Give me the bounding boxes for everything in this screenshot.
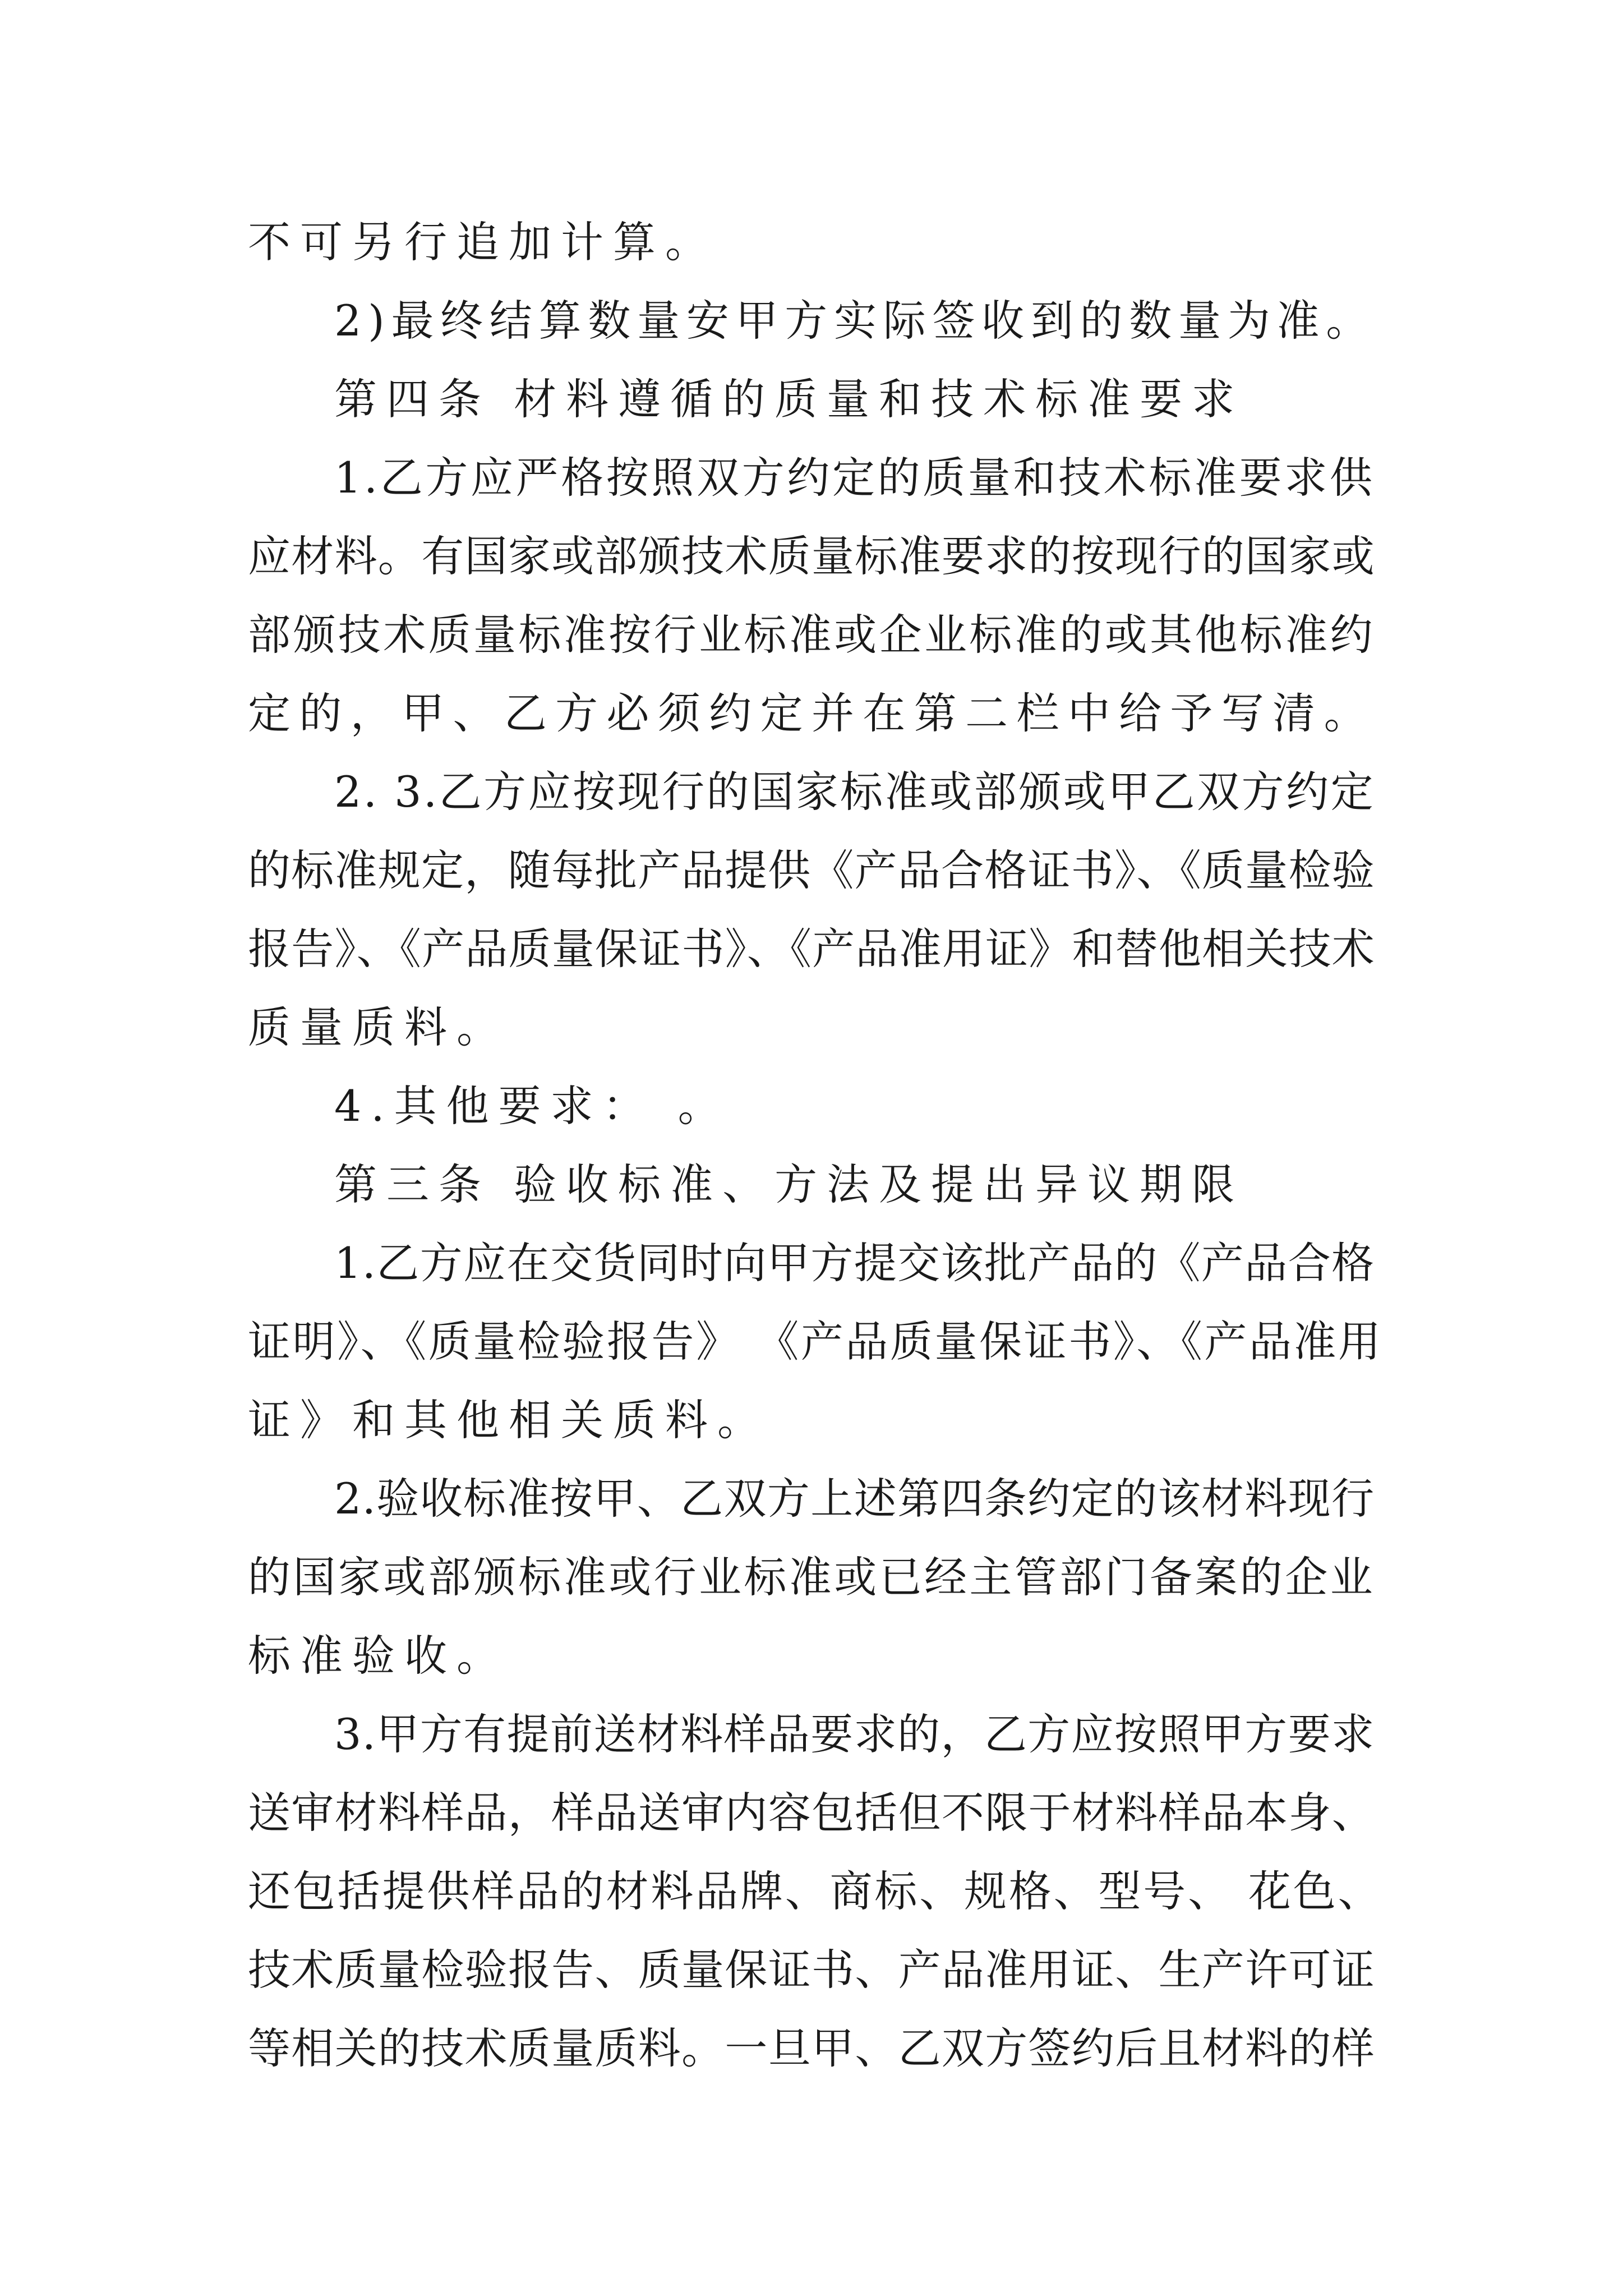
text-line: 还包括提供样品的材料品牌、商标、规格、型号、 花色、: [248, 1866, 1383, 1916]
text-line: 1.乙方应严格按照双方约定的质量和技术标准要求供: [334, 453, 1375, 503]
text-line: 质量质料。: [248, 1002, 509, 1052]
text-line: 的标准规定，随每批产品提供《产品合格证书》、《质量检验: [248, 845, 1375, 895]
text-line: 等相关的技术质量质料。一旦甲、乙双方签约后且材料的样: [248, 2023, 1375, 2073]
text-line: 4.其他要求： 。: [334, 1081, 730, 1131]
text-line: 的国家或部颁标准或行业标准或已经主管部门备案的企业: [248, 1552, 1375, 1602]
section-heading: 第三条 验收标准、方法及提出异议期限: [334, 1159, 1244, 1209]
text-line: 证》和其他相关质料。: [248, 1395, 769, 1445]
text-line: 2.验收标准按甲、乙双方上述第四条约定的该材料现行: [334, 1474, 1375, 1524]
text-line: 送审材料样品，样品送审内容包括但不限于材料样品本身、: [248, 1788, 1375, 1838]
text-line: 技术质量检验报告、质量保证书、产品准用证、生产许可证: [248, 1945, 1375, 1995]
text-line: 1.乙方应在交货同时向甲方提交该批产品的《产品合格: [334, 1238, 1375, 1288]
text-line: 证明》、《质量检验报告》 《产品质量保证书》、《产品准用: [248, 1317, 1383, 1366]
section-heading: 第四条 材料遵循的质量和技术标准要求: [334, 374, 1244, 424]
text-line: 标准验收。: [248, 1631, 509, 1681]
text-line: 2)最终结算数量安甲方实际签收到的数量为准。: [334, 296, 1376, 346]
text-line: 报告》、《产品质量保证书》、《产品准用证》和替他相关技术: [248, 924, 1375, 974]
text-line: 不可另行追加计算。: [248, 217, 717, 267]
text-line: 应材料。有国家或部颁技术质量标准要求的按现行的国家或: [248, 531, 1375, 581]
text-line: 定的，甲、乙方必须约定并在第二栏中给予写清。: [248, 688, 1375, 738]
text-line: 2. 3.乙方应按现行的国家标准或部颁或甲乙双方约定: [334, 767, 1376, 817]
text-line: 3.甲方有提前送材料样品要求的，乙方应按照甲方要求: [334, 1709, 1375, 1759]
text-line: 部颁技术质量标准按行业标准或企业标准的或其他标准约: [248, 610, 1375, 660]
